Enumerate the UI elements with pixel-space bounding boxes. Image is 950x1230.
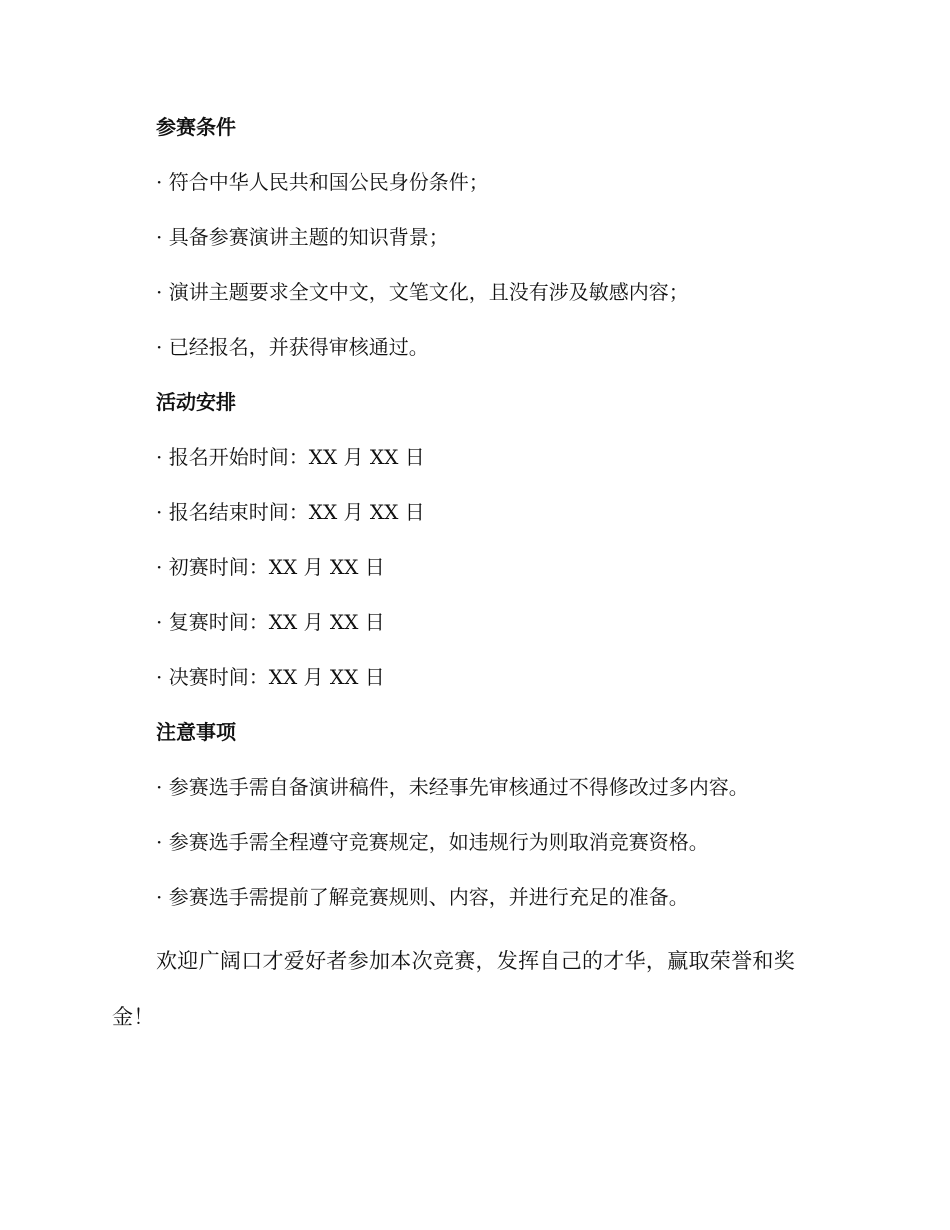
note-item: · 参赛选手需提前了解竞赛规则、内容，并进行充足的准备。	[156, 885, 689, 909]
schedule-item: · 报名结束时间：XX 月 XX 日	[156, 500, 425, 524]
schedule-item: · 复赛时间：XX 月 XX 日	[156, 610, 385, 634]
requirement-item: · 已经报名，并获得审核通过。	[156, 335, 429, 359]
schedule-item: · 决赛时间：XX 月 XX 日	[156, 665, 385, 689]
schedule-item: · 初赛时间：XX 月 XX 日	[156, 555, 385, 579]
section-heading-schedule: 活动安排	[156, 390, 236, 414]
document-body	[112, 108, 824, 1045]
note-item: · 参赛选手需全程遵守竞赛规定，如违规行为则取消竞赛资格。	[156, 830, 709, 854]
schedule-item: · 报名开始时间：XX 月 XX 日	[156, 445, 425, 469]
note-item: · 参赛选手需自备演讲稿件，未经事先审核通过不得修改过多内容。	[156, 775, 749, 799]
section-heading-notes: 注意事项	[156, 720, 236, 744]
requirement-item: · 具备参赛演讲主题的知识背景；	[156, 225, 449, 249]
closing-paragraph: 欢迎广阔口才爱好者参加本次竞赛，发挥自己的才华，赢取荣誉和奖金！	[112, 949, 795, 1029]
requirement-item: · 演讲主题要求全文中文，文笔文化，且没有涉及敏感内容；	[156, 280, 689, 304]
section-heading-requirements: 参赛条件	[156, 115, 236, 139]
requirement-item: · 符合中华人民共和国公民身份条件；	[156, 170, 489, 194]
